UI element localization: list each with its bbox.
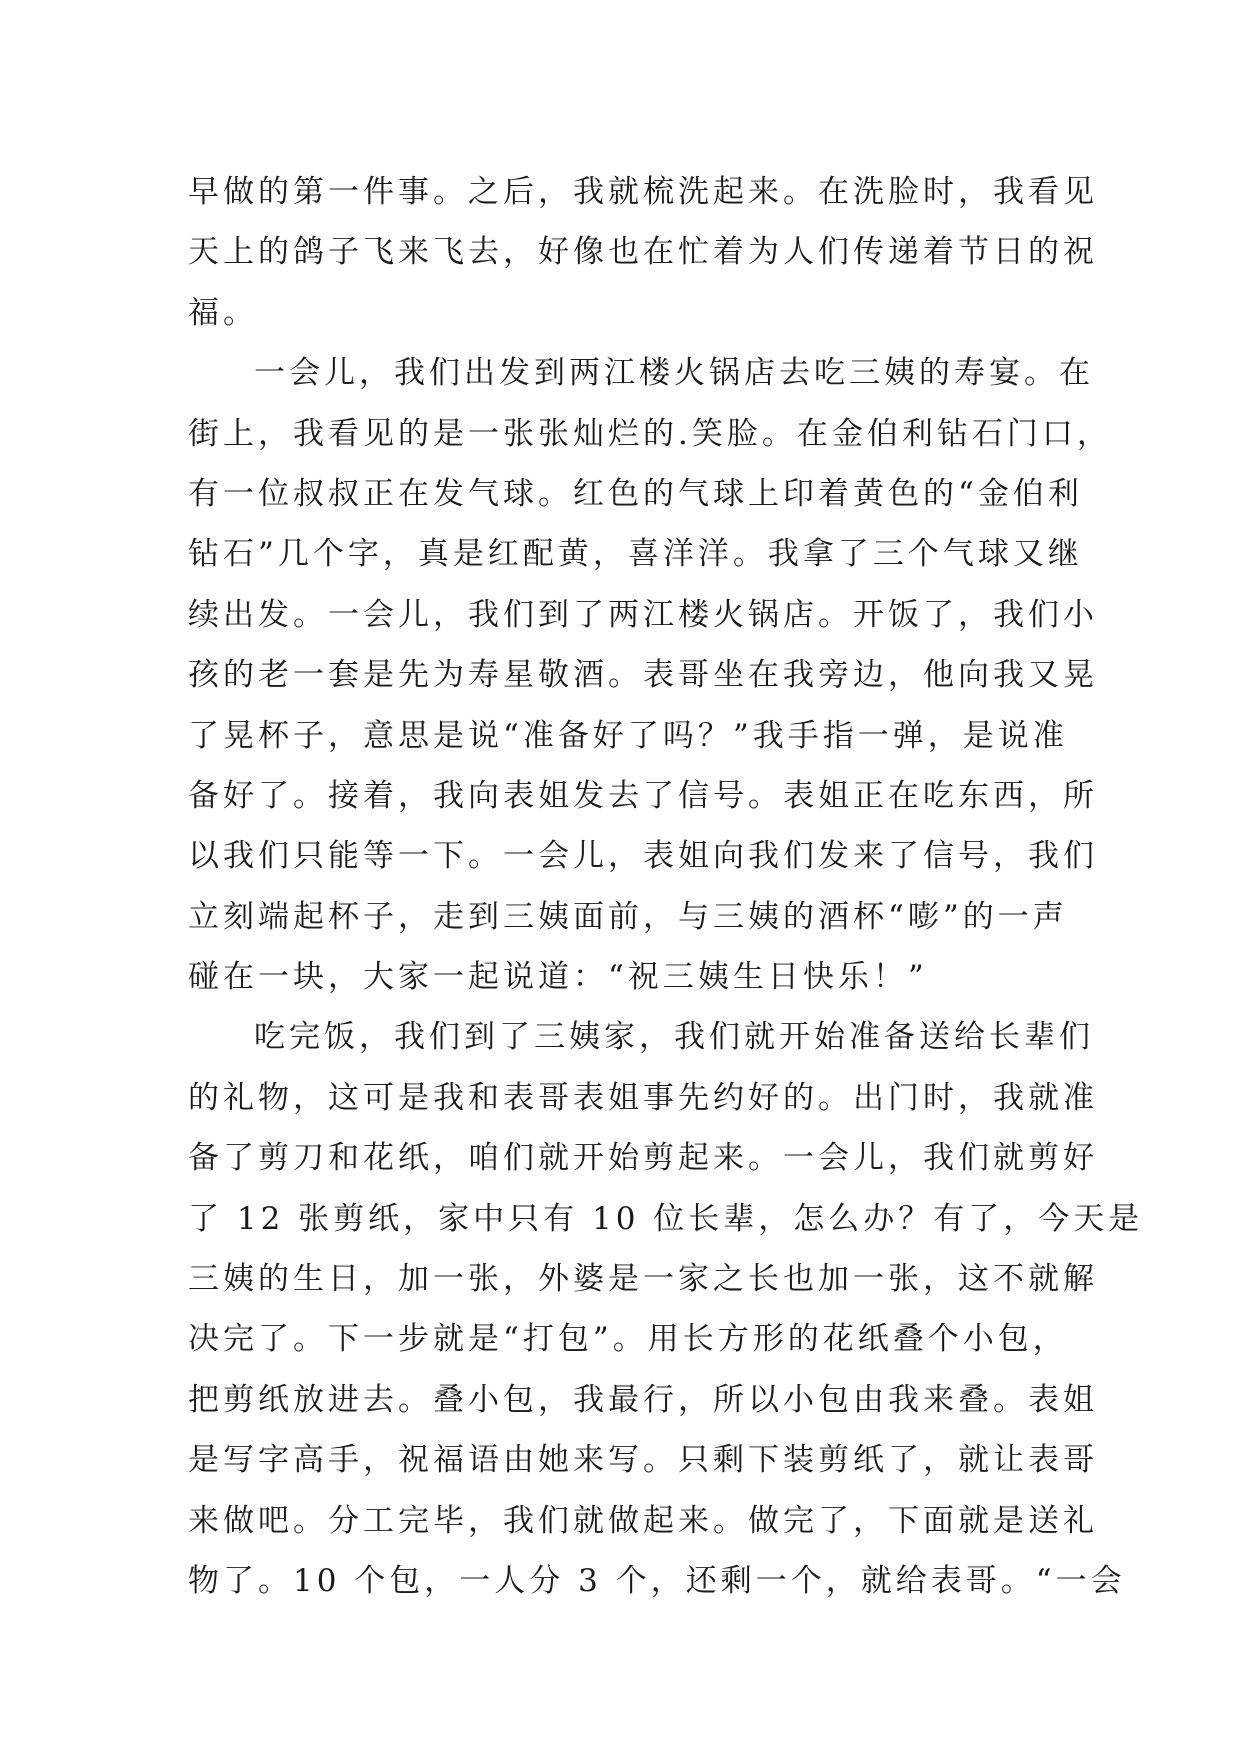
text-line: 三姨的生日，加一张，外婆是一家之长也加一张，这不就解 [188,1261,1098,1298]
text-line: 备好了。接着，我向表姐发去了信号。表姐正在吃东西，所 [188,777,1098,814]
text-line: 吃完饭，我们到了三姨家，我们就开始准备送给长辈们 [254,1019,1094,1056]
text-line: 决完了。下一步就是“打包”。用长方形的花纸叠个小包， [188,1321,1068,1358]
text-line: 福。 [188,294,258,331]
text-line: 天上的鸽子飞来飞去，好像也在忙着为人们传递着节日的祝 [188,234,1098,271]
text-line: 了晃杯子，意思是说“准备好了吗？”我手指一弹，是说准 [188,717,1068,754]
text-line: 物了。10 个包，一人分 3 个，还剩一个，就给表哥。“一会 [188,1562,1126,1599]
text-line: 来做吧。分工完毕，我们就做起来。做完了，下面就是送礼 [188,1502,1098,1539]
text-line: 以我们只能等一下。一会儿，表姐向我们发来了信号，我们 [188,838,1098,875]
text-line: 早做的第一件事。之后，我就梳洗起来。在洗脸时，我看见 [188,174,1098,210]
text-line: 把剪纸放进去。叠小包，我最行，所以小包由我来叠。表姐 [188,1381,1098,1418]
text-line: 的礼物，这可是我和表哥表姐事先约好的。出门时，我就准 [188,1079,1098,1116]
text-line: 备了剪刀和花纸，咱们就开始剪起来。一会儿，我们就剪好 [188,1140,1098,1177]
text-line: 有一位叔叔正在发气球。红色的气球上印着黄色的“金伯利 [188,475,1083,512]
text-line: 钻石”几个字，真是红配黄，喜洋洋。我拿了三个气球又继 [188,536,1083,573]
text-line: 是写字高手，祝福语由她来写。只剩下装剪纸了，就让表哥 [188,1442,1098,1479]
body-text [188,162,1144,1611]
text-line: 一会儿，我们出发到两江楼火锅店去吃三姨的寿宴。在 [254,355,1094,392]
text-line: 立刻端起杯子，走到三姨面前，与三姨的酒杯“嘭”的一声 [188,898,1068,935]
text-line: 续出发。一会儿，我们到了两江楼火锅店。开饭了，我们小 [188,596,1098,633]
text-line: 街上，我看见的是一张张灿烂的.笑脸。在金伯利钻石门口， [188,415,1112,452]
text-line: 了 12 张剪纸，家中只有 10 位长辈，怎么办？有了，今天是 [188,1200,1144,1237]
text-line: 孩的老一套是先为寿星敬酒。表哥坐在我旁边，他向我又晃 [188,657,1098,694]
text-line: 碰在一块，大家一起说道：“祝三姨生日快乐！” [188,959,928,996]
